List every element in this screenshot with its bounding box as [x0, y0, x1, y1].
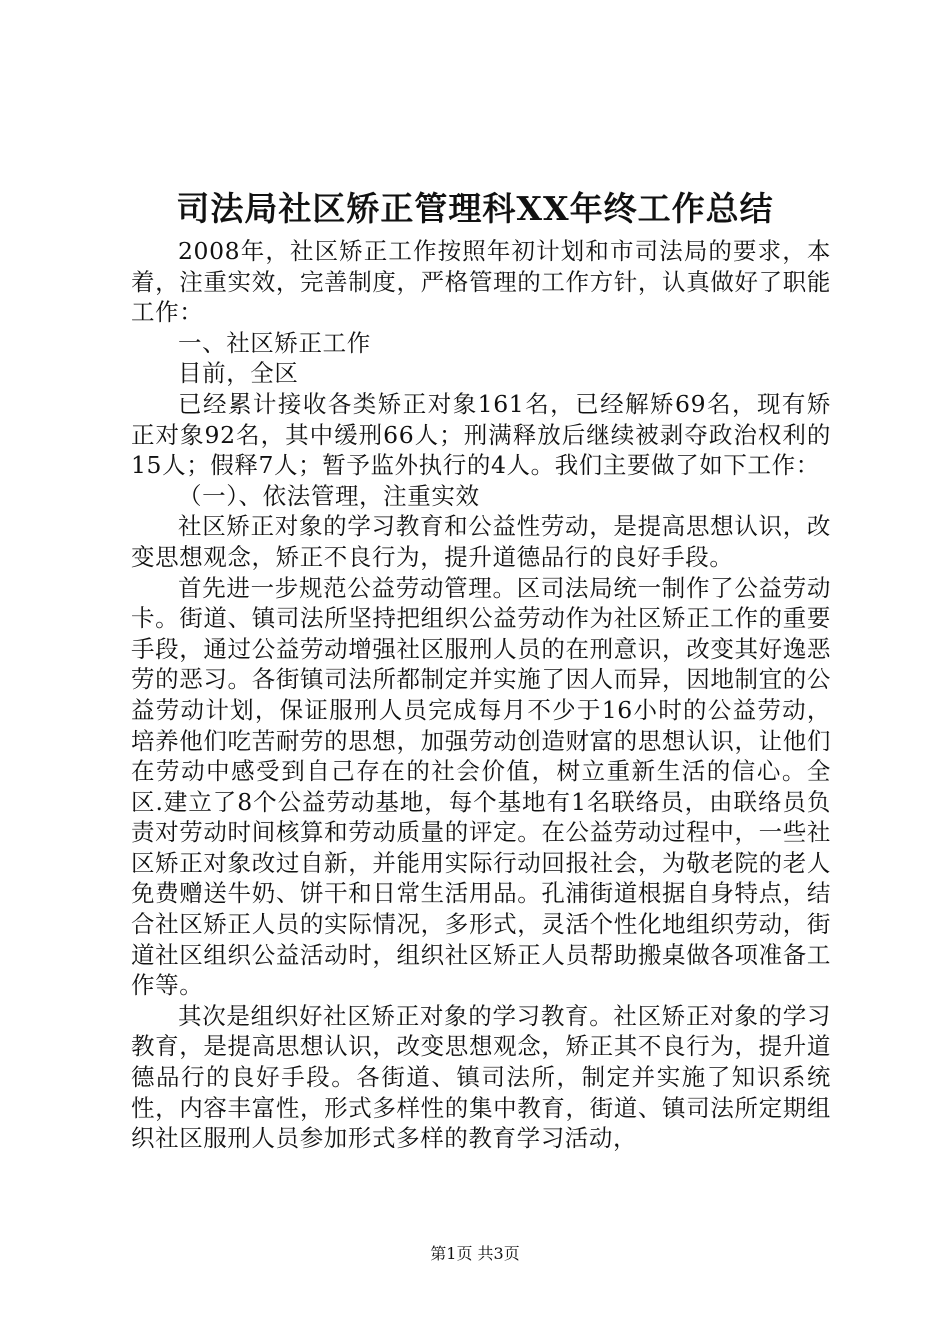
paragraph-education-labor: 社区矫正对象的学习教育和公益性劳动，是提高思想认识，改变思想观念，矫正不良行为，提升道德品行的良好手段。 — [131, 512, 831, 571]
paragraph-public-labor: 首先进一步规范公益劳动管理。区司法局统一制作了公益劳动卡。街道、镇司法所坚持把组织公益劳动作为社区矫正工作的重要手段，通过公益劳动增强社区服刑人员的在刑意识，改变其好逸恶劳的恶习。各街镇司法所都制定并实施了因人而异，因地制宜的公益劳动计划，保证服刑人员完成每月不少于16小时的公益劳动，培养他们吃苦耐劳的思想，加强劳动创造财富的思想认识，让他们在劳动中感受到自己存在的社会价值，树立重新生活的信心。全区.建立了8个公益劳动基地，每个基地有1名联络员，由联络员负责对劳动时间核算和劳动质量的评定。在公益劳动过程中，一些社区矫正对象改过自新，并能用实际行动回报社会，为敬老院的老人免费赠送牛奶、饼干和日常生活用品。孔浦街道根据自身特点，结合社区矫正人员的实际情况，多形式，灵活个性化地组织劳动，街道社区组织公益活动时，组织社区矫正人员帮助搬桌做各项准备工作等。 — [131, 573, 831, 1000]
document-body — [131, 236, 831, 1154]
subsection-heading-lawful-management: （一）、依法管理，注重实效 — [178, 481, 480, 510]
paragraph-study-education: 其次是组织好社区矫正对象的学习教育。社区矫正对象的学习教育，是提高思想认识，改变思想观念，矫正其不良行为，提升道德品行的良好手段。各街道、镇司法所，制定并实施了知识系统性，内容丰富性，形式多样性的集中教育，街道、镇司法所定期组织社区服刑人员参加形式多样的教育学习活动， — [131, 1001, 831, 1153]
paragraph-intro: 2008年，社区矫正工作按照年初计划和市司法局的要求，本着，注重实效，完善制度，严格管理的工作方针，认真做好了职能工作： — [131, 237, 831, 327]
page-footer: 第1页 共3页 — [430, 1244, 520, 1263]
paragraph-statistics: 已经累计接收各类矫正对象161名，已经解矫69名，现有矫正对象92名，其中缓刑66人；刑满释放后继续被剥夺政治权利的15人；假释7人；暂予监外执行的4人。我们主要做了如下工作： — [131, 389, 831, 480]
document-title: 司法局社区矫正管理科XX年终工作总结 — [176, 189, 774, 228]
paragraph-current: 目前，全区 — [178, 359, 299, 388]
section-heading-community-correction: 一、社区矫正工作 — [178, 328, 371, 357]
